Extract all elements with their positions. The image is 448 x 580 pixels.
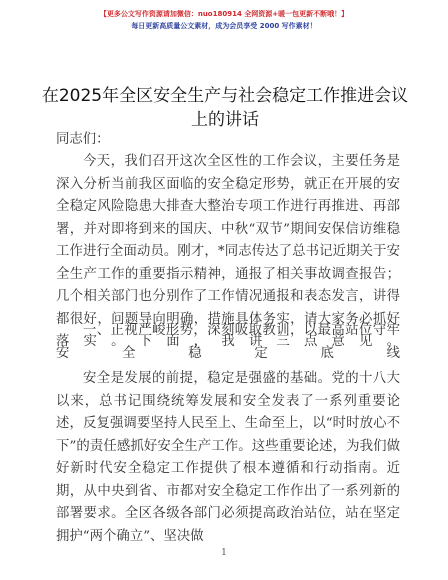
section-heading-1: 一、正视严峻形势，深刻吸取教训，以最高站位守牢安全稳定底线 [56,323,400,361]
page-number: 1 [221,548,227,558]
salutation: 同志们： [56,132,110,147]
promo-banner-line-1: 【更多公文写作资源请加微信：nuo180914 全网资源+暖一包更新不断哦！】 [99,10,349,18]
promo-banner-line-2: 每日更新高质量公文素材，成为会员享受 2000 写作素材！ [131,22,317,30]
paragraph-section-1: 安全是发展的前提，稳定是强盛的基础。党的十八大以来，总书记围绕统筹发展和安全发表了一系列重要论述，反复强调要坚持人民至上、生命至上，以“时时放心不下”的责任感抓好安全生产工作。这些重要论述，为我们做好新时代安全稳定工作提供了根本遵循和行动指南。近期，从中央到省、市都对安全稳定工作作出了一系列新的部署要求。全区各级各部门必须提高政治站位，站在坚定拥护“两个确立”、坚决做 [56,371,400,544]
document-title: 在2025年全区安全生产与社会稳定工作推进会议上的讲话 [41,86,409,130]
paragraph-intro: 今天，我们召开这次全区性的工作会议，主要任务是深入分析当前我区面临的安全稳定形势，就正在开展的安全稳定风险隐患大排查大整治专项工作进行再推进、再部署，并对即将到来的国庆、中秋“双节”期间安保信访维稳工作进行全面动员。刚才，*同志传达了总书记近期关于安全生产工作的重要指示精神，通报了相关事故调查报告；几个相关部门也分别作了工作情况通报和表态发言，讲得都很好，问题导向明确，措施具体务实，请大家务必抓好落实。下面，我讲三点意见。 [56,154,400,349]
